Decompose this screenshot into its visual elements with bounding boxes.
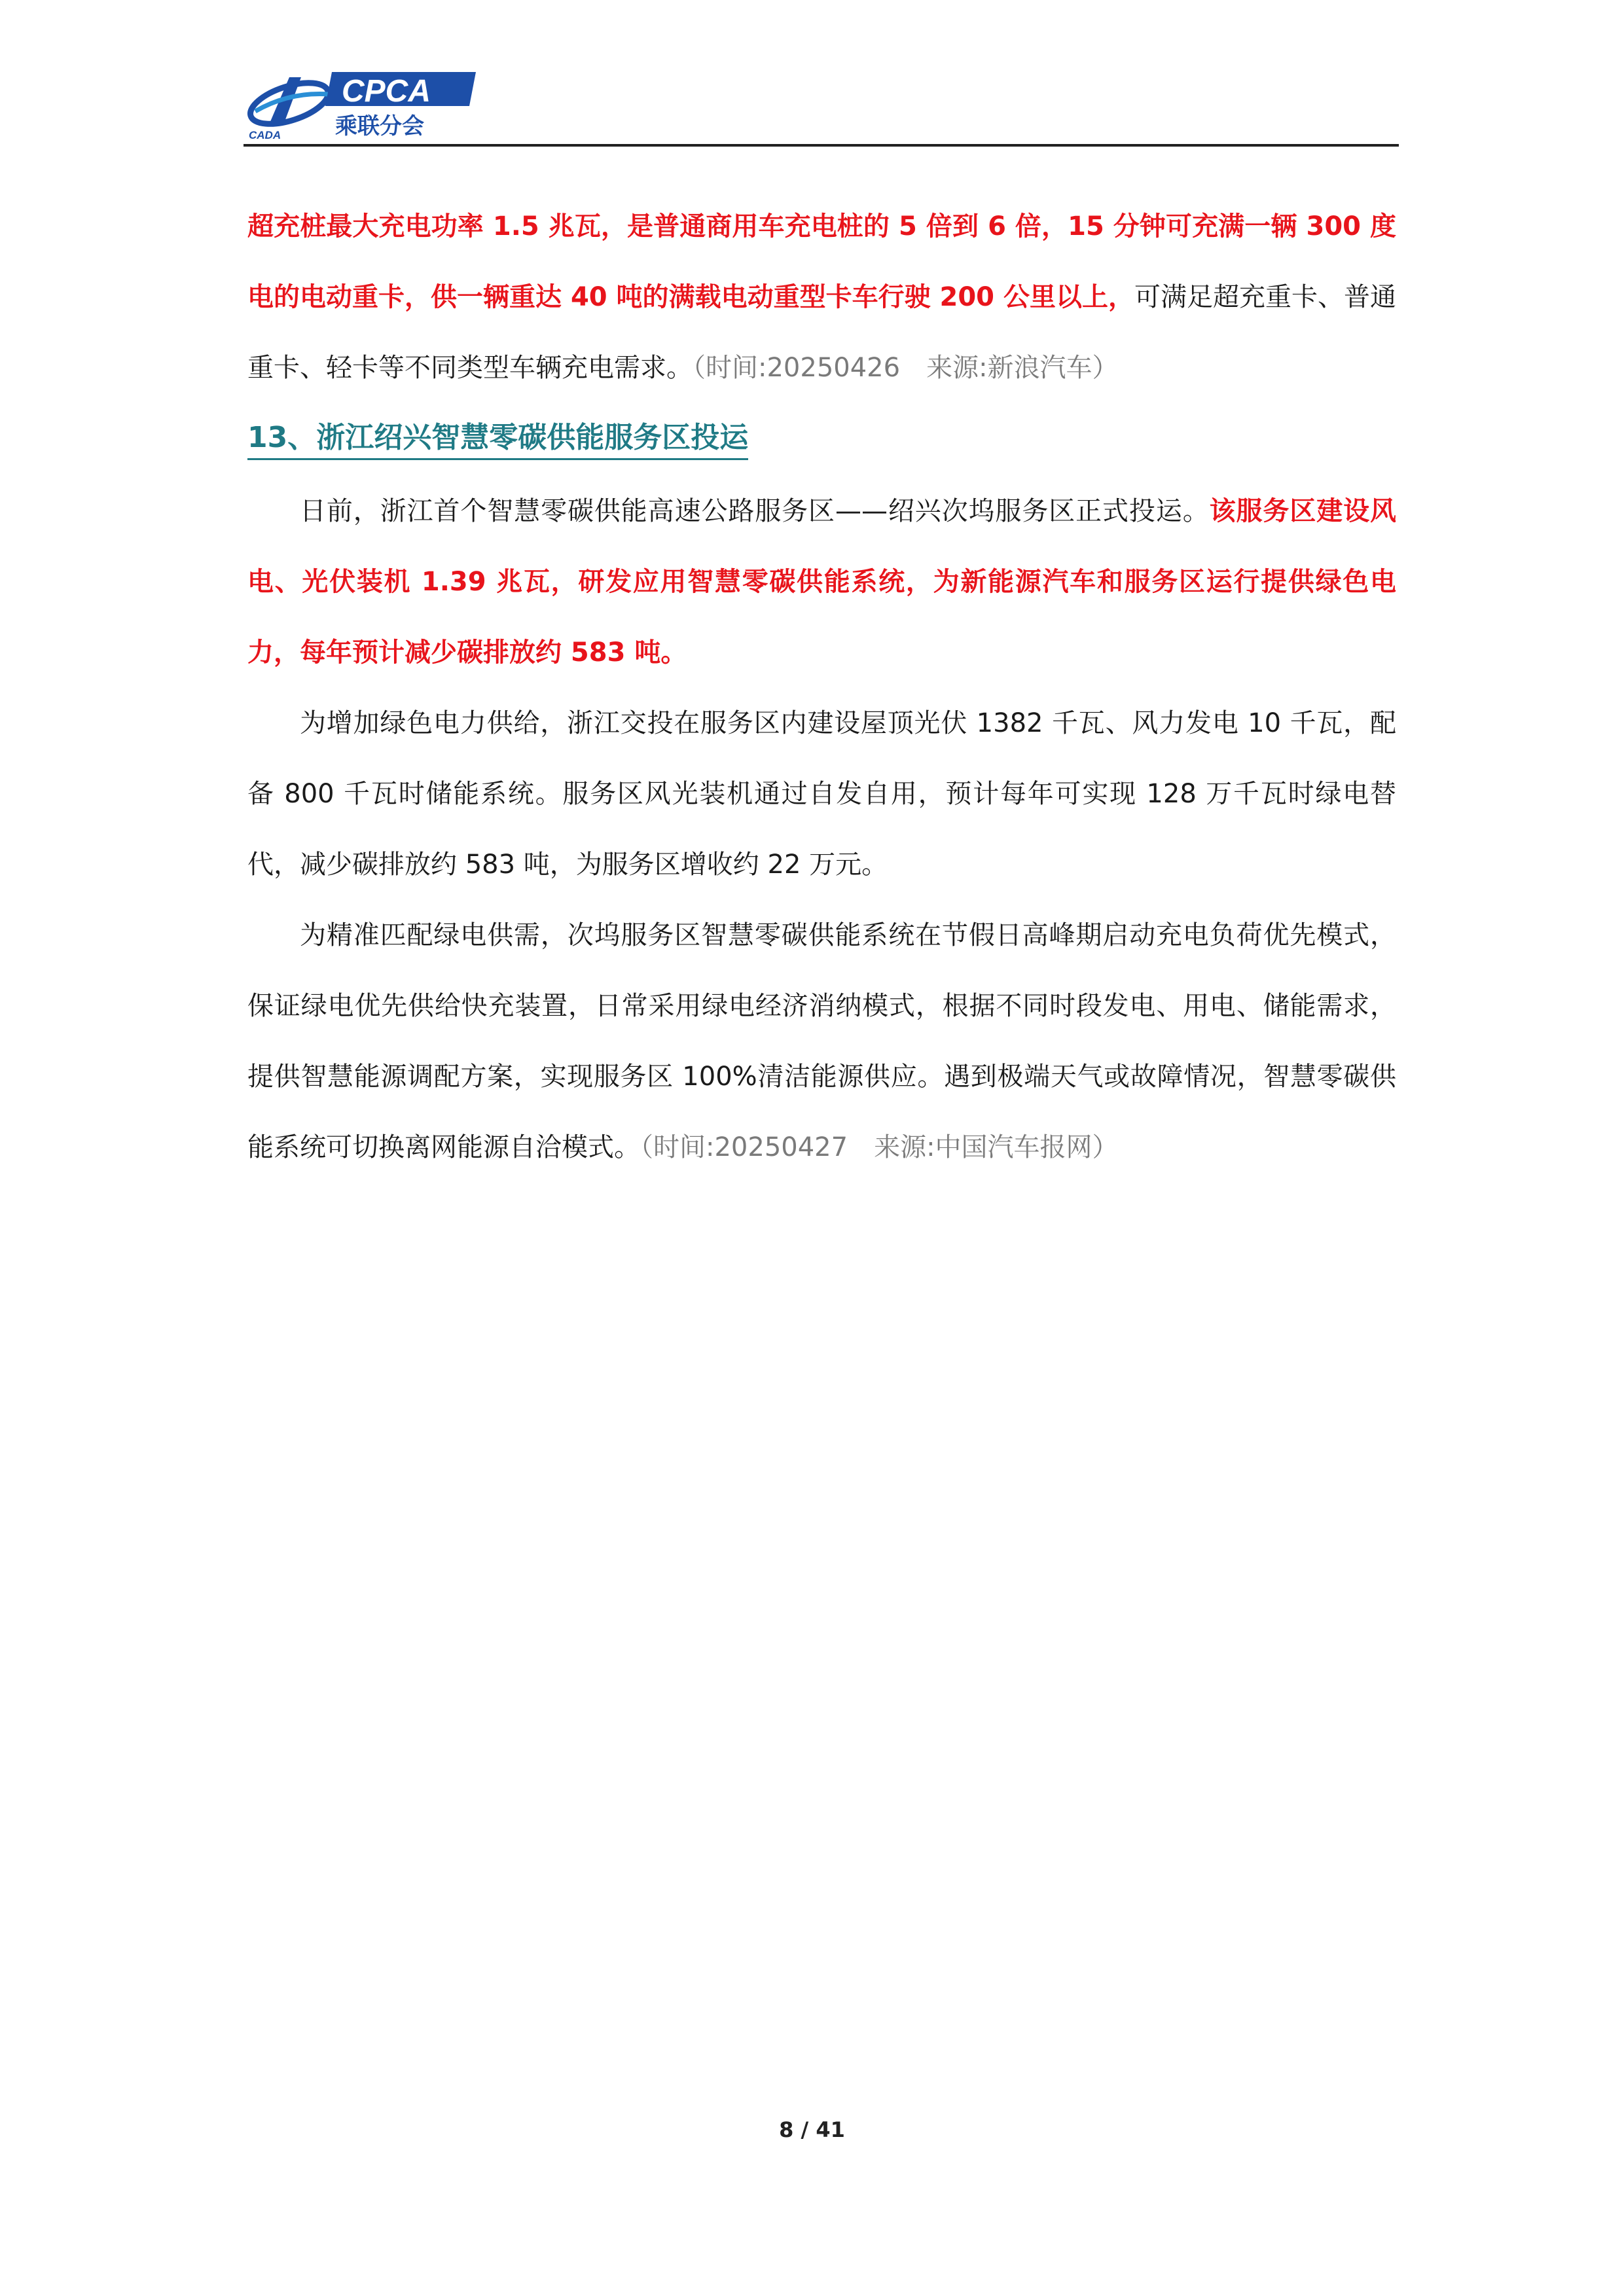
paragraph-matching [247,900,1396,1183]
logo-text: CPCA [342,74,431,109]
paragraph-supercharger [247,191,1396,403]
highlight-text: 超充桩最大充电功率 1.5 兆瓦，是普通商用车充电桩的 5 倍到 6 倍，15 分钟可充满一辆 300 度电的电动重卡，供一辆重达 40 吨的满载电动重型卡车行驶 200 公里以上， [247,211,1396,312]
highlight-text: 该服务区建设风电、光伏装机 1.39 兆瓦，研发应用智慧零碳供能系统，为新能源汽车和服务区运行提供绿色电力，每年预计减少碳排放约 583 吨。 [247,496,1397,668]
article-body [247,191,1396,1183]
section-heading-wrap [247,403,1396,472]
source-note: （时间:20250426 来源:新浪汽车） [693,353,1119,383]
paragraph-green-power: 为增加绿色电力供给，浙江交投在服务区内建设屋顶光伏 1382 千瓦、风力发电 10 千瓦，配备 800 千瓦时储能系统。服务区风光装机通过自发自用，预计每年可实现 128 万千瓦时绿电替代，减少碳排放约 583 吨，为服务区增收约 22 万元。 [247,708,1396,880]
cpca-logo [244,65,479,143]
paragraph-intro [247,476,1396,688]
header-rule [244,144,1399,147]
section-heading: 13、浙江绍兴智慧零碳供能服务区投运 [247,418,748,460]
logo-mark-text: CADA [249,129,281,141]
body-text: 为精准匹配绿电供需，次坞服务区智慧零碳供能系统在节假日高峰期启动充电负荷优先模式，保证绿电优先供给快充装置，日常采用绿电经济消纳模式，根据不同时段发电、用电、储能需求，提供智慧能源调配方案，实现服务区 100%清洁能源供应。遇到极端天气或故障情况，智慧零碳供能系统可切换离网能源自洽模式。 [247,920,1396,1162]
body-text: 可满足超充重卡、普通重卡、轻卡等不同类型车辆充电需求。 [247,282,1396,383]
page-number: 8 / 41 [779,2117,845,2142]
logo-subtext: 乘联分会 [335,113,424,139]
body-text: 日前，浙江首个智慧零碳供能高速公路服务区——绍兴次坞服务区正式投运。 [300,496,1210,526]
page-header [244,65,1399,147]
source-note: （时间:20250427 来源:中国汽车报网） [640,1132,1119,1162]
